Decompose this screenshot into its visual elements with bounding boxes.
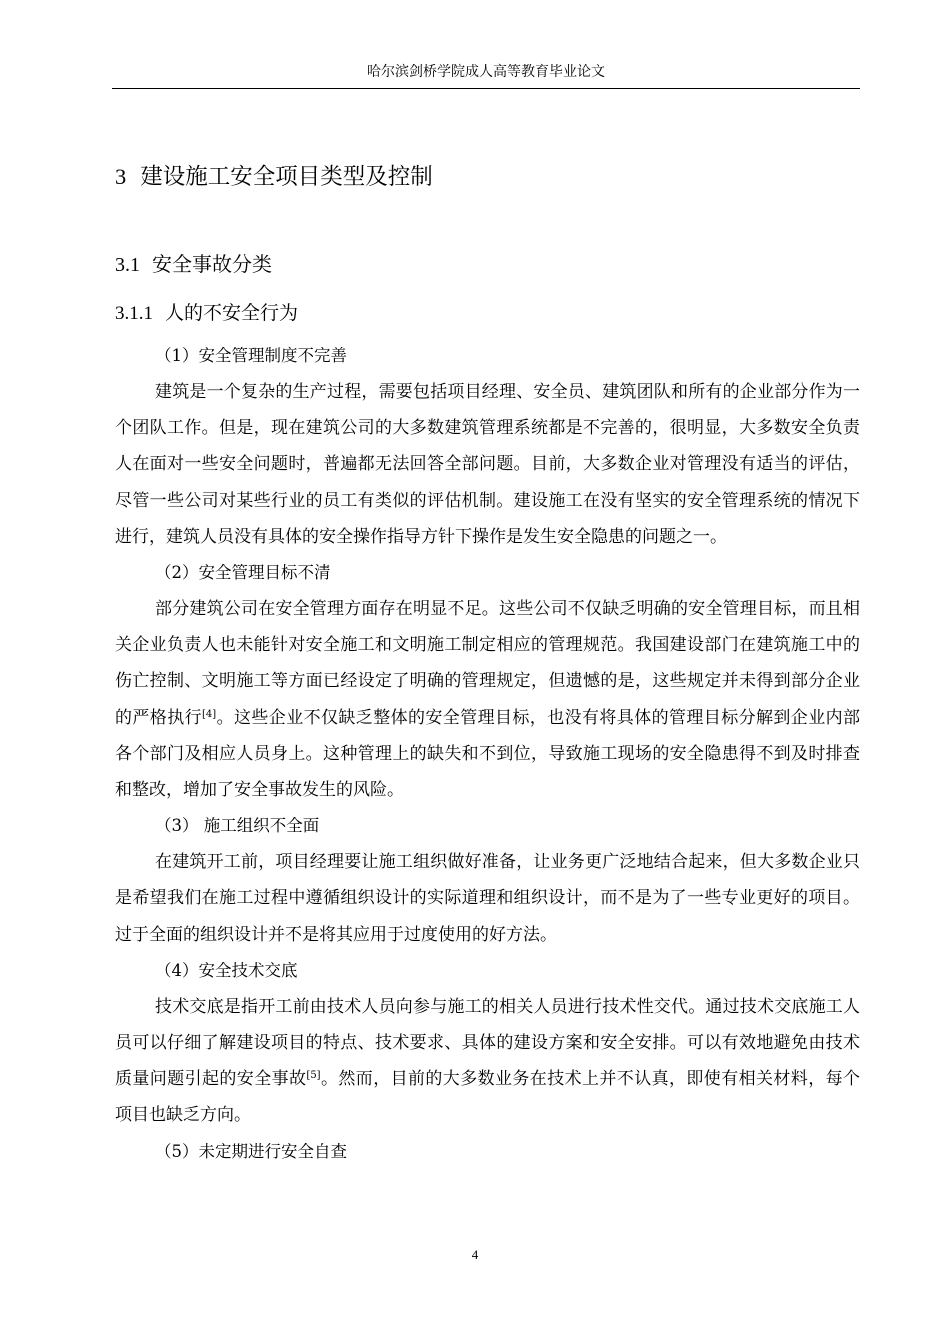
chapter-heading (115, 160, 433, 194)
item-paragraph (115, 989, 860, 1134)
paragraph-text: 。然而，目前的大多数业务在技术上并不认真，即使有相关材料，每个项目也缺乏方向。 (115, 1069, 861, 1126)
paragraph-text: 技术交底是指开工前由技术人员向参与施工的相关人员进行技术性交代。通过技术交底施工人员可以仔细了解建设项目的特点、技术要求、具体的建设方案和安全安排。可以有效地避免由技术质量问题引起的安全事故 (115, 996, 860, 1090)
paragraph-text: 建筑是一个复杂的生产过程，需要包括项目经理、安全员、建筑团队和所有的企业部分作为一个团队工作。但是，现在建筑公司的大多数建筑管理系统都是不完善的，很明显，大多数安全负责人在面对一些安全问题时，普遍都无法回答全部问题。目前，大多数企业对管理没有适当的评估，尽管一些公司对某些行业的员工有类似的评估机制。建设施工在没有坚实的安全管理系统的情况下进行，建筑人员没有具体的安全操作指导方针下操作是发生安全隐患的问题之一。 (115, 382, 860, 547)
chapter-number: 3 (115, 164, 127, 189)
item-paragraph (115, 591, 860, 808)
header-rule (112, 88, 860, 89)
item-heading: （5）未定期进行安全自查 (155, 1141, 347, 1161)
paragraph-text: 。这些企业不仅缺乏整体的安全管理目标，也没有将具体的管理目标分解到企业内部各个部门及相应人员身上。这种管理上的缺失和不到位，导致施工现场的安全隐患得不到及时排查和整改，增加了安全事故发生的风险。 (115, 707, 861, 801)
item-paragraph (115, 844, 860, 953)
citation: [4] (202, 708, 217, 720)
item-heading: （3） 施工组织不全面 (155, 816, 320, 836)
paragraph-text: 在建筑开工前，项目经理要让施工组织做好准备，让业务更广泛地结合起来，但大多数企业只是希望我们在施工过程中遵循组织设计的实际道理和组织设计，而不是为了一些专业更好的项目。过于全面的组织设计并不是将其应用于过度使用的好方法。 (115, 852, 860, 945)
section-number: 3.1 (115, 254, 140, 276)
item-heading: （1）安全管理制度不完善 (155, 346, 347, 365)
section-title: 安全事故分类 (152, 252, 272, 276)
subsection-title: 人的不安全行为 (165, 302, 299, 324)
subsection-number: 3.1.1 (115, 303, 153, 324)
item-paragraph (115, 374, 860, 555)
item-heading: （2）安全管理目标不清 (155, 563, 331, 583)
section-heading (115, 248, 272, 281)
body-text (115, 338, 860, 1170)
page-number: 4 (471, 1247, 479, 1262)
chapter-title: 建设施工安全项目类型及控制 (140, 164, 433, 190)
item-heading: （4）安全技术交底 (155, 960, 298, 980)
citation: [5] (306, 1070, 321, 1082)
running-header: 哈尔滨剑桥学院成人高等教育毕业论文 (367, 64, 605, 80)
subsection-heading (115, 298, 298, 329)
paragraph-text: 部分建筑公司在安全管理方面存在明显不足。这些公司不仅缺乏明确的安全管理目标，而且相关企业负责人也未能针对安全施工和文明施工制定相应的管理规范。我国建设部门在建筑施工中的伤亡控制、文明施工等方面已经设定了明确的管理规定，但遗憾的是，这些规定并未得到部分企业的严格执行 (115, 599, 860, 728)
